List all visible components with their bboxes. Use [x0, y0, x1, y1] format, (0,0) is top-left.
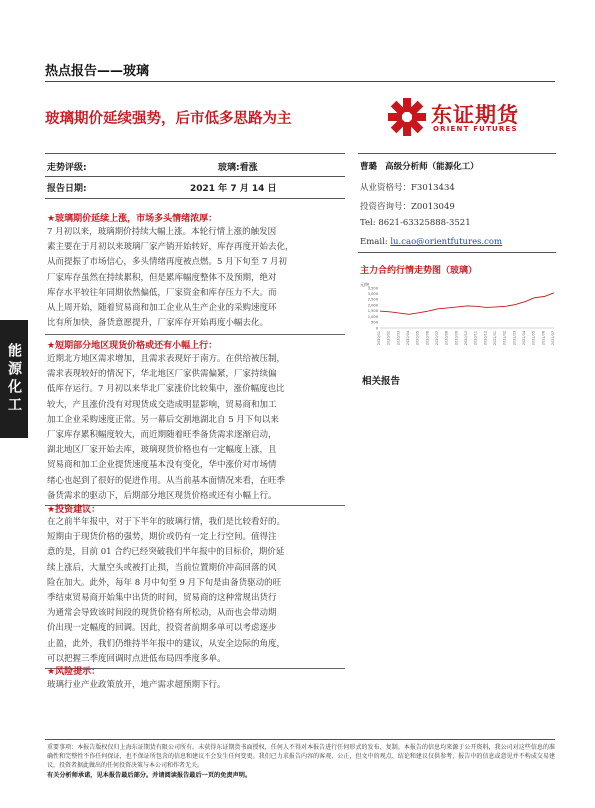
y-tick-label: 1,000 [367, 314, 378, 319]
analyst-top-rule [358, 153, 556, 154]
analyst-commitment-note: 有关分析师承诺，见本报告最后部分。并请阅读报告最后一页的免责声明。 [47, 772, 252, 779]
text-line: 玻璃行业产业政策放开，地产需求超预期下行。 [47, 680, 226, 690]
text-line: 需求表现较好的情况下，华北地区厂家供需偏紧，厂家持续偏 [47, 369, 277, 380]
section-divider [45, 334, 345, 335]
logo-text-en: ORIENT FUTURES [433, 125, 518, 133]
related-reports-heading: 相关报告 [362, 376, 401, 387]
advisor-value: Z0013049 [411, 202, 455, 212]
y-tick-label: 0 [375, 326, 378, 331]
sector-side-tab: 能源化工 [0, 320, 28, 438]
section-3-heading: ★投资建议： [47, 505, 101, 515]
x-tick-label: 2020/03 [396, 331, 401, 346]
y-tick-label: 2,500 [367, 297, 378, 302]
x-tick-label: 2020/11 [473, 331, 478, 346]
company-logo [388, 98, 558, 138]
advisor-label: 投资咨询号： [360, 202, 412, 212]
text-line: 库存水平较往年同期依然偏低，厂家资金和库存压力不大。而 [47, 287, 277, 298]
x-tick-label: 2020/01 [377, 331, 381, 346]
text-line: 从而提振了市场信心，多头情绪再度被点燃。5 月下旬至 7 月初 [47, 257, 287, 268]
section-2-heading: ★短期部分地区现货价格或还有小幅上行： [47, 341, 218, 351]
text-line: 季结束贸易商开始集中出货的时间，贸易商的这种常规出货行 [47, 593, 277, 604]
logo-text-cn: 东证期货 [431, 103, 519, 127]
logo-mark-icon [388, 98, 426, 136]
text-line: 厂家库存累积幅度较大，而近期随着旺季备货需求逐渐启动， [47, 430, 277, 441]
license-label: 从业资格号： [360, 183, 412, 193]
text-line: 从上周开始，随着贸易商和加工企业从生产企业的采购速度环 [47, 303, 277, 314]
rating-value: 玻璃:看涨 [218, 163, 258, 173]
x-tick-label: 2020/02 [386, 331, 391, 346]
text-line: 素主要在于月初以来玻璃厂家产销开始转好，库存再度开始去化， [47, 242, 294, 253]
x-tick-label: 2021/01 [493, 331, 497, 346]
email-link[interactable]: lu.cao@orientfutures.com [390, 237, 503, 247]
x-tick-label: 2020/05 [415, 331, 420, 346]
x-tick-label: 2020/10 [464, 331, 468, 346]
y-tick-label: 500 [371, 320, 378, 325]
x-tick-label: 2020/08 [444, 331, 449, 346]
text-line: 7 月初以来，玻璃期价持续大幅上涨。本轮行情上涨的触发因 [47, 227, 277, 237]
license-value: F3013434 [411, 183, 455, 193]
text-line: 贸易商和加工企业提货速度基本没有变化，华中涨价对市场情 [47, 460, 277, 471]
header-divider [45, 81, 555, 82]
y-tick-label: 3,000 [367, 292, 378, 297]
x-tick-label: 2020/07 [435, 331, 439, 346]
section-1-heading: ★玻璃期价延续上涨，市场多头情绪浓厚： [47, 214, 218, 224]
text-line: 低库存运行。7 月初以来华北厂家涨价比较集中，涨价幅度也比 [47, 384, 285, 395]
text-line: 湖北地区厂家开始去库，玻璃现货价格也有一定幅度上涨，且 [47, 445, 277, 456]
meta-top-rule [45, 153, 345, 154]
x-tick-label: 2020/09 [454, 331, 459, 346]
meta-bottom-rule [45, 198, 345, 199]
email-label: Email: [360, 237, 388, 247]
x-tick-label: 2021/04 [522, 331, 526, 346]
analyst-title: 高级分析师（能源化工） [385, 162, 479, 172]
section-4-body [47, 678, 344, 693]
y-tick-label: 2,000 [367, 303, 378, 308]
date-label: 报告日期: [47, 184, 87, 194]
x-tick-label: 2020/12 [483, 331, 488, 346]
footer-divider [45, 739, 555, 740]
text-line: 险在加大。此外，每年 8 月中旬至 9 月下旬是由备货驱动的旺 [47, 577, 282, 588]
text-line: 价出现一定幅度的回调。因此，投资者前期多单可以考虑逐步 [47, 623, 277, 634]
section-3-body [47, 515, 344, 667]
section-2-body [47, 352, 344, 504]
analyst-name: 曹璐 [360, 162, 378, 172]
tel-line: Tel: 8621-63325888-3521 [360, 218, 471, 228]
x-tick-label: 2021/05 [531, 331, 536, 346]
text-line: 近期北方地区需求增加，且需求表现好于南方。在供给被压制， [47, 354, 286, 364]
x-tick-label: 2021/02 [502, 331, 507, 346]
text-line: 备货需求的驱动下，后期部分地区现货价格或还有小幅上行。 [47, 490, 277, 501]
x-tick-label: 2020/04 [406, 331, 410, 346]
chart-title: 主力合约行情走势图（玻璃） [360, 266, 478, 276]
analyst-name-line [360, 160, 479, 172]
section-1-body [47, 225, 344, 331]
text-line: 比有所加快，备货意愿提升，厂家库存开始再度小幅去化。 [47, 318, 269, 329]
date-value: 2021 年 7 月 14 日 [190, 184, 277, 194]
section-4-heading: ★风险提示： [47, 667, 101, 677]
text-line: 可以把握三季度回调时点进低布局四季度多单。 [47, 653, 226, 664]
text-line: 意的是，目前 01 合约已经突破我们半年报中的目标价，期价延 [47, 547, 285, 558]
y-axis-unit: 元/吨 [360, 282, 370, 287]
text-line: 厂家库存虽然在持续累积，但是累库幅度整体不及预期，绝对 [47, 272, 277, 283]
price-series-line [380, 293, 554, 315]
x-tick-label: 2021/07 [551, 331, 555, 346]
text-line: 加工企业采购速度正常。另一幕后交割地湖北自 5 月下旬以来 [47, 414, 279, 425]
text-line: 较大，产且涨价没有对现货成交造成明显影响，贸易商和加工 [47, 399, 277, 410]
text-line: 续上涨后，大量空头或被打止损，当前位置期价冲高回落的风 [47, 562, 277, 573]
y-tick-label: 1,500 [367, 309, 378, 314]
document-title: 玻璃期价延续强势，后市低多思路为主 [45, 111, 292, 127]
x-tick-label: 2021/03 [512, 331, 517, 346]
advisor-line [360, 200, 455, 212]
text-line: 为通常会导致该时间段的现货价格有所松动，从而也会带动期 [47, 608, 277, 619]
license-line [360, 181, 455, 193]
y-tick-label: 3,500 [367, 286, 378, 291]
text-line: 绪心也起到了很好的促进作用。从当前基本面情况来看，在旺季 [47, 475, 286, 486]
text-line: 止盈，此外，我们仍维持半年报中的建议，从安全边际的角度， [47, 638, 286, 649]
text-line: 短期由于现货价格的强势，期价或仍有一定上行空间。值得注 [47, 532, 277, 543]
x-tick-label: 2020/06 [425, 331, 430, 346]
text-line: 在之前半年报中，对于下半年的玻璃行情，我们是比较看好的。 [47, 517, 286, 527]
disclaimer-text: 重要事项：本报告版权仅归上海东证期货有限公司所有。未获得东证期货书面授权，任何人不得对本报告进行任何形式的发布、复制。本报告的信息均来源于公开资料，我公司对这些信息的准确性和完整性不作任何保证，也不保证所包含的信息和建议不会发生任何变更。我们已力求报告内容的客观、公正，但文中的观点、结论和建议仅供参考，报告中的信息或意见并不构成交易建议，投资者据此做出的任何投资决策与本公司和作者无关。 [47, 744, 555, 769]
rating-label: 走势评级: [47, 163, 87, 173]
email-line [360, 237, 502, 247]
meta-mid-rule [45, 176, 345, 177]
x-tick-label: 2021/06 [541, 331, 546, 346]
price-chart [358, 280, 558, 358]
report-category: 热点报告——玻璃 [45, 64, 150, 79]
analyst-bottom-rule [358, 252, 556, 253]
